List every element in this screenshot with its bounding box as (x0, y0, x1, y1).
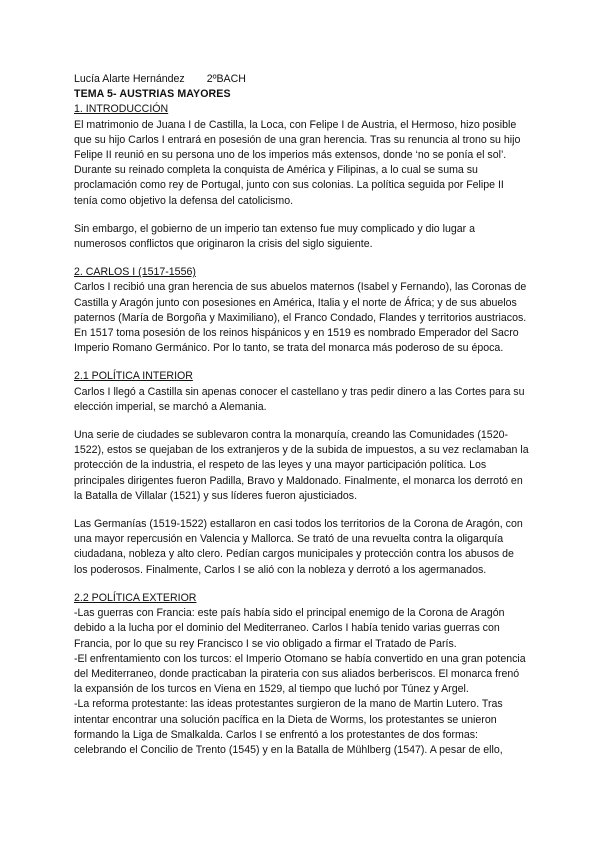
author-name: Lucía Alarte Hernández (74, 73, 185, 85)
paragraph: Carlos I recibió una gran herencia de sus abuelos maternos (Isabel y Fernando), las Coronas de Castilla y Aragón junto con posesiones en América, Italia y el norte de África; y de sus abuelos paternos (María de Borgoña y Maximiliano), el Franco Condado, Flandes y territorios austriacos. En 1517 toma posesión de los reinos hispánicos y en 1519 es nombrado Emperador del Sacro Imperio Romano Germánico. Por lo tanto, se trata del monarca más poderoso de su época. (74, 281, 527, 355)
section-heading-carlos-i: 2. CARLOS I (1517-1556) (74, 266, 196, 279)
list-item: -El enfrentamiento con los turcos: el Imperio Otomano se había convertido en una gran potencia del Mediterraneo, donde practicaban la pirateria con sus aliados berberiscos. El monarca frenó la expansión de los turcos en Viena en 1529, al tiempo que luchó por Túnez y Argel. (74, 652, 526, 696)
paragraph: Una serie de ciudades se sublevaron contra la monarquía, creando las Comunidades (1520-1522), estos se quejaban de los extranjeros y de la subida de impuestos, a su vez reclamaban la protección de la industria, el respeto de las leyes y una mayor participación política. Los principales dirigentes fueron Padilla, Bravo y Maldonado. Finalmente, el monarca los derrotó en la Batalla de Villalar (1521) y sus líderes fueron ajusticiados. (74, 429, 529, 502)
author-line (74, 72, 530, 87)
paragraph: Sin embargo, el gobierno de un imperio tan extenso fue muy complicado y dio lugar a numerosos conflictos que originaron la crisis del siglo siguiente. (74, 222, 476, 251)
exterior-list (74, 606, 530, 758)
section-heading-politica-exterior: 2.2 POLÍTICA EXTERIOR (74, 591, 197, 604)
section-heading-politica-interior: 2.1 POLÍTICA INTERIOR (74, 370, 193, 383)
paragraph: El matrimonio de Juana I de Castilla, la Loca, con Felipe I de Austria, el Hermoso, hizo posible que su hijo Carlos I entrará en posesión de una gran herencia. Tras su renuncia al trono su hijo Felipe II reunió en su persona uno de los imperios más extensos, donde ‘no se ponía el sol’. Durante su reinado completa la conquista de América y Filipinas, a lo cual se suma su proclamación como rey de Portugal, junto con sus colonias. La política seguida por Felipe II tenía como objetivo la defensa del catolicismo. (74, 118, 521, 207)
paragraph: Carlos I llegó a Castilla sin apenas conocer el castellano y tras pedir dinero a las Cortes para su elección imperial, se marchó a Alemania. (74, 385, 525, 413)
document-title: TEMA 5- AUSTRIAS MAYORES (74, 88, 231, 101)
paragraph: Las Germanías (1519-1522) estallaron en casi todos los territorios de la Corona de Aragón, con una mayor repercusión en Valencia y Mallorca. Se trató de una revuelta contra la oligarquía ciudadana, nobleza y alto clero. Pedían cargos municipales y protección contra los abusos de los poderosos. Finalmente, Carlos I se alió con la nobleza y derrotó a los agermanados. (74, 518, 523, 576)
list-item: -Las guerras con Francia: este país había sido el principal enemigo de la Corona de Aragón debido a la lucha por el dominio del Mediterraneo. Carlos I había tenido varias guerras con Francia, por lo que su rey Francisco I se vio obligado a firmar el Tratado de París. (74, 607, 505, 650)
list-item: -La reforma protestante: las ideas protestantes surgieron de la mano de Martin Lutero. Tras intentar encontrar una solución pacífica en la Dieta de Worms, los protestantes se unieron formando la Liga de Smalkalda. Carlos I se enfrentó a los protestantes de dos formas: celebrando el Concilio de Trento (1545) y en la Batalla de Mühlberg (1547). A pesar de ello, (74, 698, 503, 756)
course-label: 2ºBACH (206, 73, 246, 85)
section-heading-introduccion: 1. INTRODUCCIÓN (74, 103, 169, 116)
